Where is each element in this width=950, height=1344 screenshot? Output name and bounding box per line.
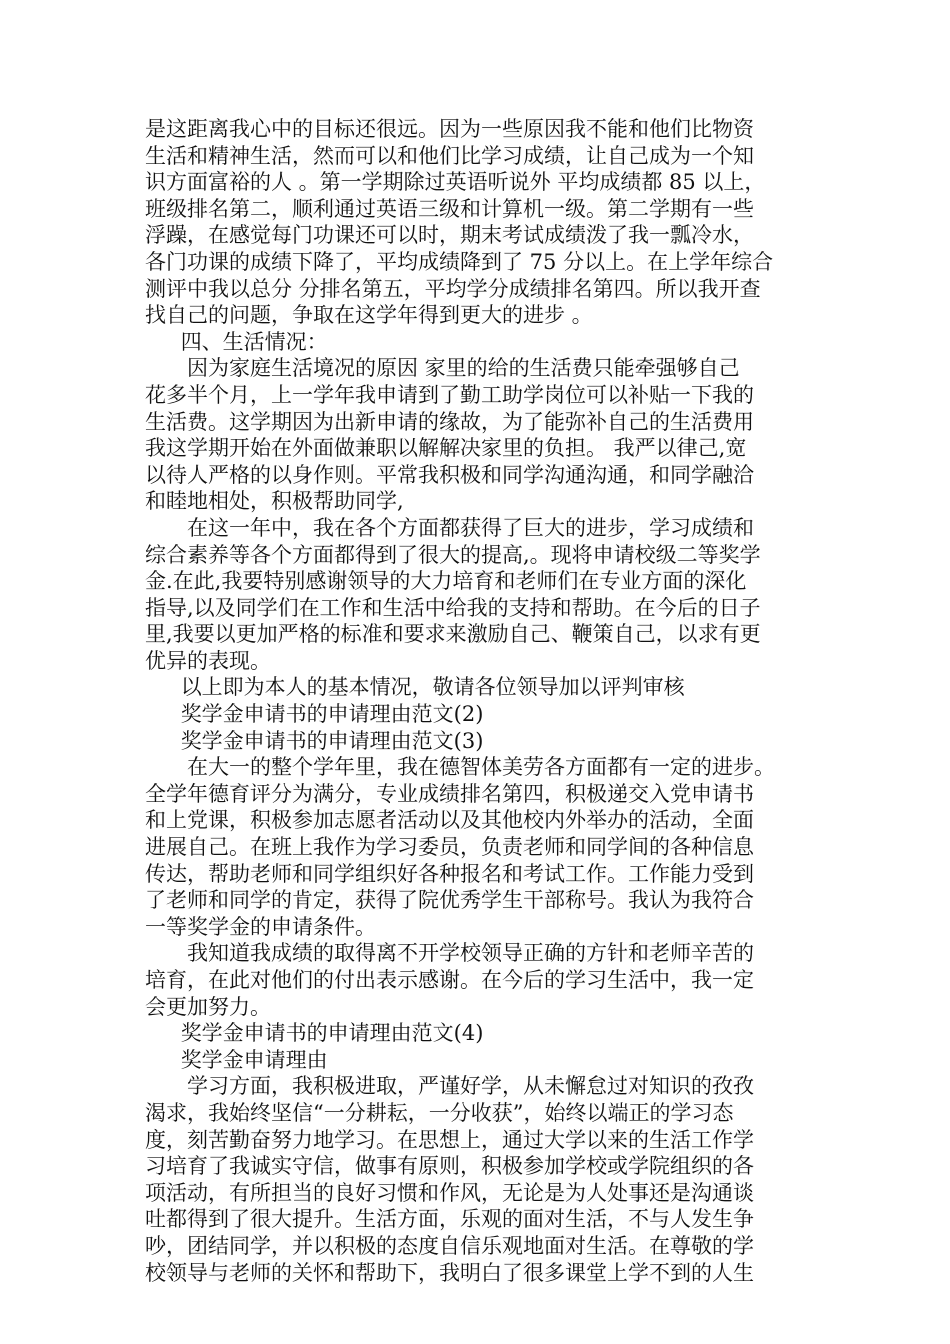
text-line: 习培育了我诚实守信，做事有原则，积极参加学校或学院组织的各 bbox=[145, 1154, 754, 1179]
text-line: 项活动，有所担当的良好习惯和作风，无论是为人处事还是沟通谈 bbox=[145, 1180, 754, 1205]
text-line: 校领导与老师的关怀和帮助下，我明白了很多课堂上学不到的人生 bbox=[145, 1260, 754, 1285]
text-line: 因为家庭生活境况的原因 家里的给的生活费只能牵强够自己 bbox=[187, 356, 740, 381]
text-line: 班级排名第二，顺利通过英语三级和计算机一级。第二学期有一些 bbox=[145, 196, 754, 221]
text-line: 找自己的问题，争取在这学年得到更大的进步 。 bbox=[145, 303, 593, 328]
text-line: 了老师和同学的肯定，获得了院优秀学生干部称号。我认为我符合 bbox=[145, 888, 754, 913]
text-line: 奖学金申请书的申请理由范文(3) bbox=[180, 728, 484, 753]
text-line: 以待人严格的以身作则。平常我积极和同学沟通沟通，和同学融洽 bbox=[145, 462, 754, 487]
text-line: 培育，在此对他们的付出表示感谢。在今后的学习生活中，我一定 bbox=[145, 968, 754, 992]
text-line: 会更加努力。 bbox=[145, 994, 271, 1019]
text-line: 综合素养等各个方面都得到了很大的提高,。现将申请校级二等奖学 bbox=[145, 542, 761, 567]
text-line: 我知道我成绩的取得离不开学校领导正确的方针和老师辛苦的 bbox=[187, 941, 754, 966]
text-line: 金.在此,我要特别感谢领导的大力培育和老师们在专业方面的深化 bbox=[145, 569, 747, 594]
text-line: 全学年德育评分为满分，专业成绩排名第四，积极递交入党申请书 bbox=[145, 781, 754, 806]
text-line: 奖学金申请理由 bbox=[180, 1047, 328, 1072]
text-line: 各门功课的成绩下降了，平均成绩降到了 75 分以上。在上学年综合 bbox=[145, 249, 774, 274]
text-line: 进展自己。在班上我作为学习委员，负责老师和同学间的各种信息 bbox=[145, 835, 754, 860]
text-line: 我这学期开始在外面做兼职以解解决家里的负担。 我严以律己,宽 bbox=[145, 436, 747, 461]
text-line: 在大一的整个学年里，我在德智体美劳各方面都有一定的进步。 bbox=[187, 755, 775, 780]
text-line: 一等奖学金的申请条件。 bbox=[145, 914, 376, 939]
text-line: 和睦地相处，积极帮助同学, bbox=[145, 489, 404, 514]
text-line: 和上党课，积极参加志愿者活动以及其他校内外举办的活动，全面 bbox=[145, 808, 754, 833]
text-line: 渴求，我始终坚信“一分耕耘，一分收获”，始终以端正的学习态 bbox=[145, 1100, 734, 1125]
text-line: 在这一年中，我在各个方面都获得了巨大的进步，学习成绩和 bbox=[187, 515, 754, 540]
text-line: 生活费。这学期因为出新申请的缘故，为了能弥补自己的生活费用 bbox=[145, 409, 754, 434]
text-line: 传达，帮助老师和同学组织好各种报名和考试工作。工作能力受到 bbox=[145, 861, 754, 886]
text-line: 花多半个月，上一学年我申请到了勤工助学岗位可以补贴一下我的 bbox=[145, 382, 754, 407]
text-line: 四、生活情况： bbox=[180, 329, 328, 354]
text-line: 奖学金申请书的申请理由范文(4) bbox=[180, 1021, 484, 1046]
text-line: 浮躁，在感觉每门功课还可以时，期末考试成绩泼了我一瓢冷水， bbox=[145, 223, 754, 248]
text-line: 吐都得到了很大提升。生活方面，乐观的面对生活，不与人发生争 bbox=[145, 1207, 754, 1232]
text-line: 吵，团结同学，并以积极的态度自信乐观地面对生活。在尊敬的学 bbox=[145, 1233, 754, 1258]
text-line: 奖学金申请书的申请理由范文(2) bbox=[180, 702, 484, 727]
text-line: 指导,以及同学们在工作和生活中给我的支持和帮助。在今后的日子 bbox=[145, 595, 761, 620]
text-line: 里,我要以更加严格的标准和要求来激励自己、鞭策自己，以求有更 bbox=[145, 622, 761, 647]
text-line: 以上即为本人的基本情况，敬请各位领导加以评判审核 bbox=[180, 675, 685, 700]
text-line: 优异的表现。 bbox=[145, 648, 271, 673]
document-body bbox=[145, 116, 805, 1286]
text-line: 生活和精神生活，然而可以和他们比学习成绩，让自己成为一个知 bbox=[145, 143, 754, 168]
text-line: 识方面富裕的人 。第一学期除过英语听说外 平均成绩都 85 以上， bbox=[145, 170, 766, 195]
text-line: 是这距离我心中的目标还很远。因为一些原因我不能和他们比物资 bbox=[145, 117, 754, 141]
text-line: 学习方面，我积极进取，严谨好学，从未懈怠过对知识的孜孜 bbox=[187, 1074, 754, 1099]
text-line: 度，刻苦勤奋努力地学习。在思想上，通过大学以来的生活工作学 bbox=[145, 1127, 754, 1152]
text-line: 测评中我以总分 分排名第五，平均学分成绩排名第四。所以我开查 bbox=[145, 276, 761, 301]
